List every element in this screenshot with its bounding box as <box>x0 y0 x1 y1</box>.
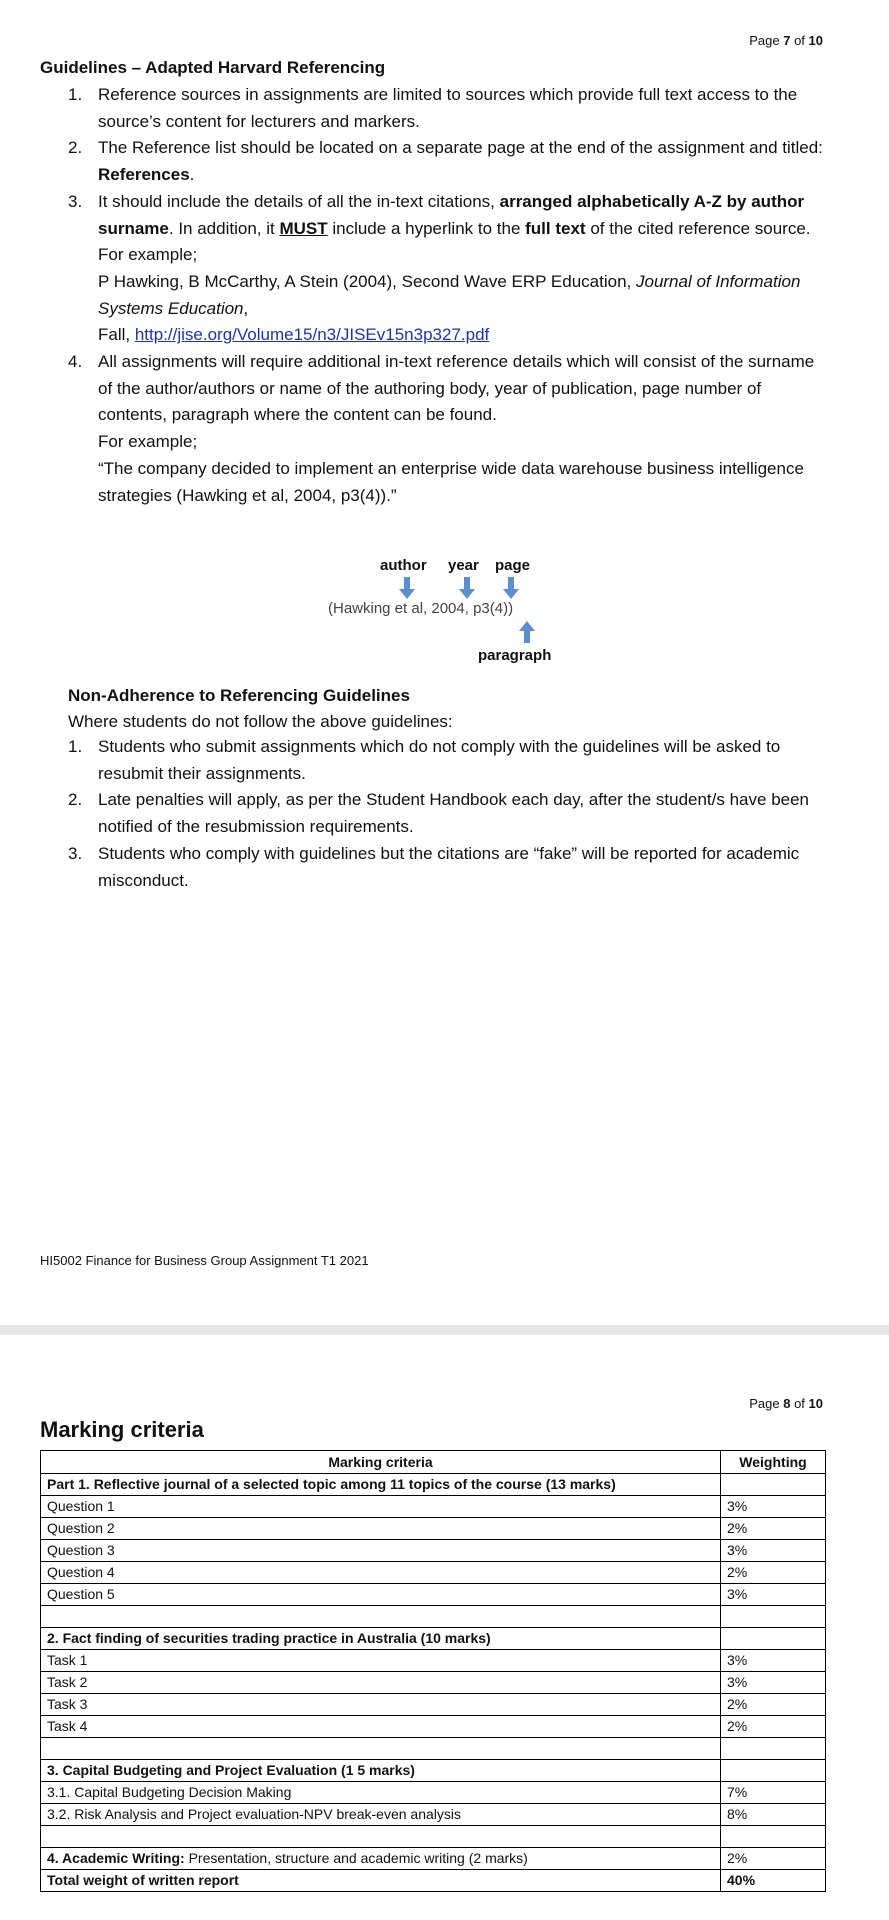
table-row: 3.2. Risk Analysis and Project evaluation-NPV break-even analysis 8% <box>41 1804 826 1826</box>
guidelines-title: Guidelines – Adapted Harvard Referencing <box>40 58 386 77</box>
page-number: Page 7 of 10 <box>749 33 823 48</box>
table-header-row <box>41 1451 826 1474</box>
arrow-down-icon <box>503 577 519 599</box>
list-item: 4. All assignments will require additional in-text reference details which will consist of the surname of the author/authors or name of the authoring body, year of publication, page number of contents, paragraph where the content can be found. For example; “The company decided to implement an enterprise wide data warehouse business intelligence strategies (Hawking et al, 2004, p3(4)).” <box>68 352 815 505</box>
table-row: Question 3 3% <box>41 1540 826 1562</box>
non-adherence-intro: Where students do not follow the above guidelines: <box>68 712 453 731</box>
header-criteria: Marking criteria <box>41 1451 721 1474</box>
list-item: 3. Students who comply with guidelines but the citations are “fake” will be reported for academic misconduct. <box>68 843 800 890</box>
arrow-up-icon <box>519 621 535 643</box>
table-row: 3.1. Capital Budgeting Decision Making 7% <box>41 1782 826 1804</box>
blank-row <box>41 1826 826 1848</box>
table-row: 4. Academic Writing: Presentation, structure and academic writing (2 marks) 2% <box>41 1848 826 1870</box>
blank-row <box>41 1738 826 1760</box>
list-item: 2. Late penalties will apply, as per the Student Handbook each day, after the student/s have been notified of the resubmission requirements. <box>68 790 810 837</box>
diagram-author-label: author <box>380 557 427 574</box>
list-item: 3. It should include the details of all the in-text citations, arranged alphabetically A-Z by author surname. In addition, it MUST include a hyperlink to the full text of the cited reference source. For example; P Hawking, B McCarthy, A Stein (2004), Second Wave ERP Education, Journal of Information Systems Education, Fall, http://jise.org/Volume15/n3/JISEv15n3p327.pdf <box>68 191 811 345</box>
list-item: 1. Reference sources in assignments are limited to sources which provide full text access to the source’s content for lecturers and markers. <box>68 85 798 131</box>
diagram-citation: (Hawking et al, 2004, p3(4)) <box>328 600 514 617</box>
non-adherence-list <box>40 734 830 894</box>
table-row: Question 4 2% <box>41 1562 826 1584</box>
marking-criteria-title: Marking criteria <box>40 1417 204 1442</box>
arrow-down-icon <box>399 577 415 599</box>
table-row: Task 3 2% <box>41 1694 826 1716</box>
non-adherence-title: Non-Adherence to Referencing Guidelines <box>68 686 410 705</box>
arrow-down-icon <box>459 577 475 599</box>
list-item: 1. Students who submit assignments which do not comply with the guidelines will be asked to resubmit their assignments. <box>68 737 781 783</box>
page-separator <box>0 1325 889 1335</box>
citation-diagram <box>320 555 600 675</box>
table-row: Task 2 3% <box>41 1672 826 1694</box>
reference-hyperlink[interactable]: http://jise.org/Volume15/n3/JISEv15n3p327.pdf <box>134 325 490 345</box>
diagram-page-label: page <box>495 557 531 574</box>
list-item: 2. The Reference list should be located on a separate page at the end of the assignment and titled: References. <box>68 138 823 185</box>
page-number: Page 8 of 10 <box>749 1396 823 1411</box>
marking-criteria-table <box>40 1450 826 1892</box>
page-footer: HI5002 Finance for Business Group Assignment T1 2021 <box>40 1253 369 1268</box>
diagram-year-label: year <box>448 557 479 574</box>
table-row: Task 4 2% <box>41 1716 826 1738</box>
blank-row <box>41 1606 826 1628</box>
header-weighting: Weighting <box>721 1451 826 1474</box>
diagram-paragraph-label: paragraph <box>478 647 552 664</box>
page-8 <box>0 1335 889 1920</box>
table-row: Question 5 3% <box>41 1584 826 1606</box>
table-row: Question 2 2% <box>41 1518 826 1540</box>
table-row: Question 1 3% <box>41 1496 826 1518</box>
guidelines-list <box>40 82 830 509</box>
table-row: Task 1 3% <box>41 1650 826 1672</box>
total-row: Total weight of written report 40% <box>41 1870 826 1892</box>
section-row: Part 1. Reflective journal of a selected topic among 11 topics of the course (13 marks) <box>41 1474 826 1496</box>
section-row: 2. Fact finding of securities trading practice in Australia (10 marks) <box>41 1628 826 1650</box>
section-row: 3. Capital Budgeting and Project Evaluation (1 5 marks) <box>41 1760 826 1782</box>
